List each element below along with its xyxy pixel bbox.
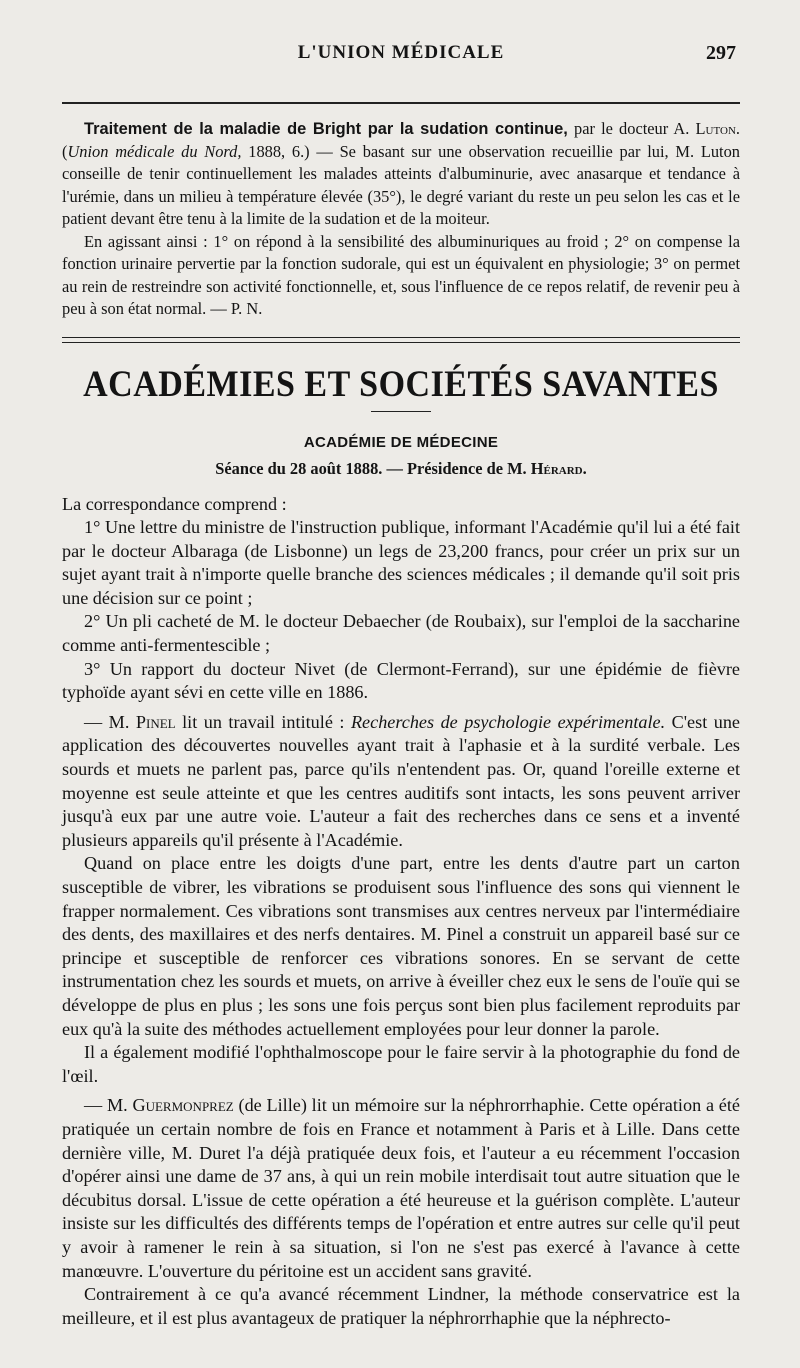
- academy-subheading: ACADÉMIE DE MÉDECINE: [303, 433, 499, 451]
- pinel-name: Pinel: [135, 711, 176, 732]
- abstract-source-journal: Union médicale du Nord,: [67, 141, 242, 161]
- pinel-title: Recherches de psychologie expérimentale.: [350, 711, 666, 732]
- abstract-title: Traitement de la maladie de Bright par la sudation continue,: [84, 120, 568, 138]
- page-number: 297: [706, 42, 736, 64]
- abstract-text: Se basant sur une observation recueillie par lui, M. Luton conseille de tenir continuellement les malades atteints d'albuminurie, avec anasarque et tendance à l'urémie, dans un milieu à température élevée (35°), le degré variant du reste un peu selon les cas et le patient devant être tenu à la limite de la sudation et de la moiteur.: [62, 141, 740, 228]
- paragraph-item-1: 1° Une lettre du ministre de l'instruction publique, informant l'Académie qu'il lui a été fait par le docteur Albaraga (de Lisbonne) un legs de 23,200 francs, pour créer un prix sur un sujet ayant trait à n'importe quelle branche des sciences médicales ; il demande qu'il soit pris une décision sur ce point ;: [62, 517, 740, 608]
- running-head: [62, 28, 740, 68]
- session-end: .: [582, 458, 587, 478]
- paragraph-vibrations: Quand on place entre les doigts d'une part, entre les dents d'autre part un carton susceptible de vibrer, les vibrations se produisent sous l'influence des sons qui viennent le frapper normalement. Ces vibrations sont transmises aux centres nerveux par l'intermédiaire des dents, des maxillaires et des nerfs dentaires. M. Pinel a construit un appareil basé sur ce principe et susceptible de renforcer ces vibrations sonores. En se servant de cette instrumentation chez les sourds et muets, on arrive à éveiller chez eux le sens de l'ouïe qui se développe de plus en plus ; les sons une fois perçus sont bien plus facilement reproduits par eux qu'à la suite des méthodes actuellement employées pour leur donner la parole.: [62, 853, 740, 1039]
- paragraph-correspondance: La correspondance comprend :: [62, 493, 287, 514]
- session-president: Hérard: [530, 458, 583, 478]
- paragraph-ophthalmoscope: Il a également modifié l'ophthalmoscope pour le faire servir à la photographie du fond de l'œil.: [62, 1042, 740, 1086]
- guermonprez-dash: — M.: [84, 1095, 133, 1116]
- session-text: Séance du 28 août 1888. — Présidence de M.: [215, 458, 531, 478]
- session-line: [62, 459, 740, 479]
- paragraph-guermonprez: [62, 1094, 740, 1283]
- pinel-text: C'est une application des découvertes nouvelles ayant trait à l'aphasie et à la surdité verbale. Les sourds et muets ne parlent pas, parce qu'ils n'entendent pas. Or, quand l'oreille externe et moyenne est seule atteinte et que les centres auditifs sont intacts, les sons peuvent arriver jusqu'à eux par une autre voie. L'auteur a fait des recherches dans ce sens et a inventé plusieurs appareils qu'il présente à l'Académie.: [62, 711, 741, 850]
- abstract-source-open: . (: [62, 119, 741, 161]
- journal-title: L'UNION MÉDICALE: [297, 42, 505, 63]
- abstract-paragraph: [62, 118, 740, 231]
- paragraph-pinel: [62, 711, 740, 853]
- pinel-mid: lit un travail intitulé :: [175, 711, 351, 732]
- pinel-dash: — M.: [84, 711, 136, 732]
- paragraph-item-3: 3° Un rapport du docteur Nivet (de Clermont-Ferrand), sur une épidémie de fièvre typhoïde ayant sévi en cette ville en 1886.: [62, 658, 740, 703]
- abstract-source-ref: 1888, 6.) —: [241, 141, 340, 161]
- heading-underline: [371, 411, 431, 412]
- abstract-paragraph-2: En agissant ainsi : 1° on répond à la sensibilité des albuminuriques au froid ; 2° on compense la fonction urinaire pervertie par la fonction sudorale, qui est un équivalent en physiologie; 3° on permet au rein de restreindre son activité fonctionnelle, et, sous l'influence de ce repos relatif, de revenir peu à peu à son état normal. — P. N.: [62, 231, 740, 318]
- abstract-author-prefix: par le docteur A.: [574, 119, 696, 138]
- header-rule: [62, 102, 740, 104]
- guermonprez-text: (de Lille) lit un mémoire sur la néphrorrhaphie. Cette opération a été pratiquée un certain nombre de fois en France et notamment à Paris et à Lille. Dans cette dernière ville, M. Duret l'a déjà pratiquée deux fois, et l'auteur a eu récemment l'occasion d'opérer ainsi une dame de 37 ans, à qui un rein mobile interdisait tout autre situation que le décubitus dorsal. L'issue de cette opération a été heureuse et la guérison complète. L'auteur insiste sur les difficultés des différents temps de l'opération et entre autres sur celle qu'il peut y avoir à ramener le rein à sa situation, si l'on ne s'est pas exercé à l'avance à cette manœuvre. L'ouverture du péritoine est un accident sans gravité.: [62, 1095, 740, 1281]
- abstract-author-name: Luton: [695, 119, 736, 138]
- paragraph-lindner: Contrairement à ce qu'a avancé récemment Lindner, la méthode conservatrice est la meilleure, et il est plus avantageux de pratiquer la néphrorrhaphie que la néphrecto-: [62, 1284, 740, 1328]
- paragraph-item-2: 2° Un pli cacheté de M. le docteur Debaecher (de Roubaix), sur l'emploi de la saccharine comme anti-fermentescible ;: [62, 611, 740, 656]
- section-divider: [62, 337, 740, 343]
- guermonprez-name: Guermonprez: [132, 1095, 234, 1116]
- abstract-block: [62, 118, 740, 321]
- session-body: [62, 493, 740, 1331]
- section-heading: ACADÉMIES ET SOCIÉTÉS SAVANTES: [83, 363, 719, 404]
